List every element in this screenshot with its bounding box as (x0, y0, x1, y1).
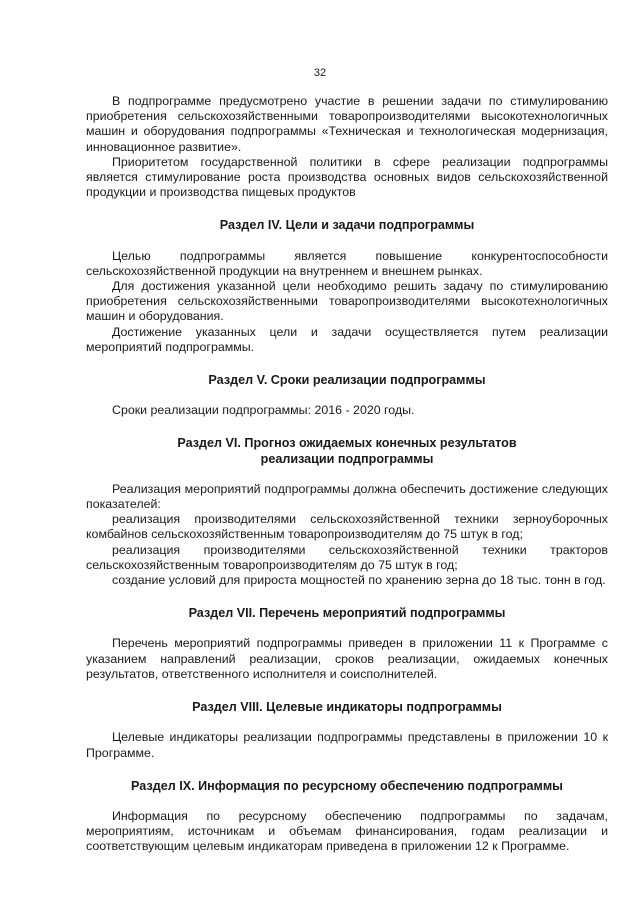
intro-paragraph: В подпрограмме предусмотрено участие в решении задачи по стимулированию приобретения сельскохозяйственными товаропроизводителями высокотехнологичных машин и оборудования подпрограммы «Техническая и технологическая модернизация, инновационное развитие». (86, 94, 608, 154)
intro-block (86, 94, 608, 200)
section-title-iv: Раздел IV. Цели и задачи подпрограммы (219, 218, 475, 233)
section-body-ix (86, 809, 608, 855)
section-body-vi (86, 482, 608, 588)
page-content (86, 94, 608, 855)
section-paragraph: Для достижения указанной цели необходимо решить задачу по стимулированию приобретения сельскохозяйственными товаропроизводителями высокотехнологичных машин и оборудования. (86, 279, 608, 324)
section-title-ix: Раздел IX. Информация по ресурсному обеспечению подпрограммы (131, 778, 563, 793)
section-paragraph: Сроки реализации подпрограммы: 2016 - 2020 годы. (112, 403, 415, 418)
page-number: 32 (313, 67, 327, 79)
section-body-iv (86, 249, 608, 355)
section-paragraph: Реализация мероприятий подпрограммы должна обеспечить достижение следующих показателей: (86, 481, 608, 512)
section-body-vii (86, 636, 608, 682)
section-paragraph: реализация производителями сельскохозяйственной техники зерноуборочных комбайнов сельскохозяйственным товаропроизводителям до 75 штук в год; (86, 512, 608, 542)
section-paragraph: создание условий для прироста мощностей по хранению зерна до 18 тыс. тонн в год. (112, 573, 606, 588)
section-title-viii: Раздел VIII. Целевые индикаторы подпрограммы (192, 700, 502, 715)
section-paragraph: реализация производителями сельскохозяйственной техники тракторов сельскохозяйственным товаропроизводителям до 75 штук в год; (86, 542, 608, 572)
section-title-vii: Раздел VII. Перечень мероприятий подпрограммы (188, 606, 506, 621)
section-paragraph: Перечень мероприятий подпрограммы приведен в приложении 11 к Программе с указанием направлений реализации, сроков реализации, ожидаемых конечных результатов, ответственного исполнителя и соисполнителей. (86, 636, 608, 681)
section-title-vi: Раздел VI. Прогноз ожидаемых конечных результатов реализации подпрограммы (177, 436, 517, 466)
section-paragraph: Информация по ресурсному обеспечению подпрограммы по задачам, мероприятиям, источникам и объемам финансирования, годам реализации и соответствующим целевым индикаторам приведена в приложении 12 к Программе. (86, 808, 608, 854)
intro-paragraph: Приоритетом государственной политики в сфере реализации подпрограммы является стимулирование роста производства основных видов сельскохозяйственной продукции и производства пищевых продуктов (86, 154, 608, 200)
section-paragraph: Достижение указанных цели и задачи осуществляется путем реализации мероприятий подпрограммы. (86, 324, 608, 354)
section-paragraph: Целевые индикаторы реализации подпрограммы представлены в приложении 10 к Программе. (86, 730, 608, 760)
section-title-v: Раздел V. Сроки реализации подпрограммы (208, 373, 486, 388)
section-body-v (86, 403, 608, 418)
section-paragraph: Целью подпрограммы является повышение конкурентоспособности сельскохозяйственной продукции на внутреннем и внешнем рынках. (86, 248, 608, 278)
section-body-viii (86, 730, 608, 760)
